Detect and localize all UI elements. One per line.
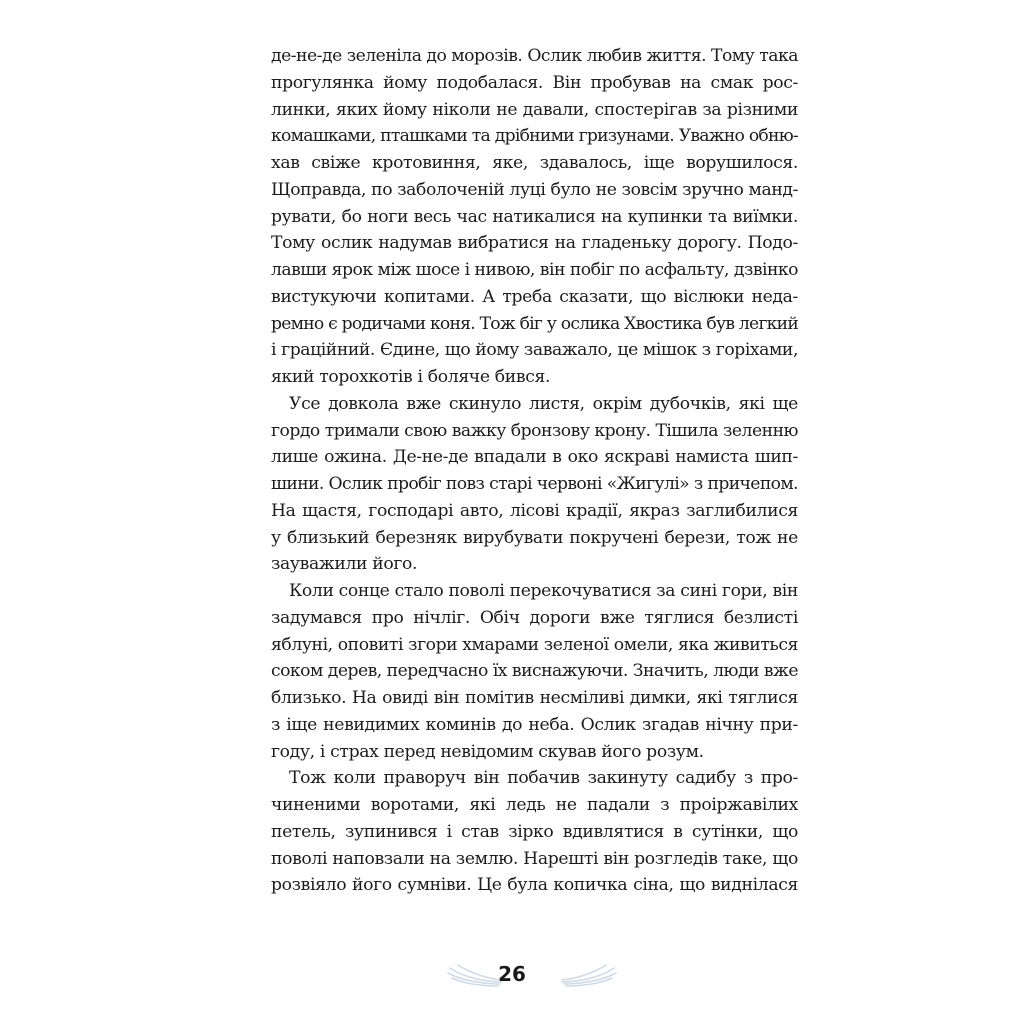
text-line: На щастя, господарі авто, лісові крадії, якраз заглибилися bbox=[271, 500, 798, 521]
text-line: Коли сонце стало поволі перекочуватися за сині гори, він bbox=[289, 581, 798, 601]
text-line: соком дерев, передчасно їх виснажуючи. Значить, люди вже bbox=[271, 661, 798, 682]
wing-ornament-right-icon bbox=[560, 962, 620, 988]
text-line: розвіяло його сумніви. Це була копичка сіна, що виднілася bbox=[271, 875, 798, 896]
text-line: близько. На овиді він помітив несміливі димки, які тяглися bbox=[271, 688, 798, 708]
page-number: 26 bbox=[498, 962, 526, 986]
text-line: вистукуючи копитами. А треба сказати, що віслюки неда- bbox=[271, 286, 798, 307]
text-line: Тож коли праворуч він побачив закинуту садибу з про- bbox=[289, 768, 798, 789]
text-line: линки, яких йому ніколи не давали, спостерігав за різними bbox=[271, 99, 798, 120]
text-line: хав свіже кротовиння, яке, здавалось, іще ворушилося. bbox=[271, 153, 798, 173]
text-line: і граційний. Єдине, що йому заважало, це мішок з горіхами, bbox=[271, 340, 798, 361]
text-line: петель, зупинився і став зірко вдивлятися в сутінки, що bbox=[271, 821, 798, 842]
text-line: задумався про нічліг. Обіч дороги вже тяглися безлисті bbox=[271, 607, 798, 628]
text-line: з іще невидимих коминів до неба. Ослик згадав нічну при- bbox=[271, 714, 798, 735]
text-line: який торохкотів і боляче бився. bbox=[271, 367, 551, 387]
text-line: лавши ярок між шосе і нивою, він побіг по асфальту, дзвінко bbox=[271, 260, 798, 280]
text-line: прогулянка йому подобалася. Він пробував на смак рос- bbox=[271, 72, 798, 93]
text-line: комашками, пташками та дрібними гризунами. Уважно обню- bbox=[271, 126, 798, 147]
text-line: шини. Ослик пробіг повз старі червоні «Жигулі» з причепом. bbox=[271, 474, 798, 494]
text-line: ремно є родичами коня. Тож біг у ослика Хвостика був легкий bbox=[271, 313, 798, 334]
text-line: чиненими воротами, які ледь не падали з проіржавілих bbox=[271, 795, 798, 815]
text-line: гордо тримали свою важку бронзову крону. Тішила зеленню bbox=[271, 420, 798, 441]
text-line: лише ожина. Де-не-де впадали в око яскраві намиста шип- bbox=[271, 447, 798, 468]
text-line: рувати, бо ноги весь час натикалися на купинки та виїмки. bbox=[271, 206, 798, 227]
text-line: поволі наповзали на землю. Нарешті він розгледів таке, що bbox=[271, 848, 798, 869]
page-footer bbox=[0, 958, 1024, 998]
text-line: Тому ослик надумав вибратися на гладеньку дорогу. Подо- bbox=[271, 233, 798, 254]
text-line: яблуні, оповиті згори хмарами зеленої омели, яка живиться bbox=[271, 634, 798, 655]
text-line: году, і страх перед невідомим скував його розум. bbox=[271, 741, 704, 762]
text-line: у близький березняк вирубувати покручені берези, тож не bbox=[271, 527, 798, 548]
text-line: де-не-де зеленіла до морозів. Ослик любив життя. Тому така bbox=[271, 46, 798, 66]
text-line: Усе довкола вже скинуло листя, окрім дубочків, які ще bbox=[289, 393, 798, 414]
text-line: зауважили його. bbox=[271, 554, 418, 575]
text-line: Щоправда, по заболоченій луці було не зовсім зручно манд- bbox=[271, 179, 798, 200]
body-text bbox=[271, 43, 798, 899]
